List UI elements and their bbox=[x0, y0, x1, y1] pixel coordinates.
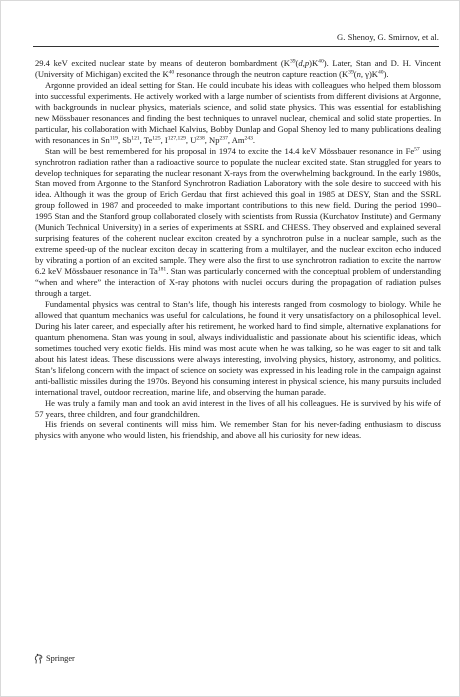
paragraph-2: Argonne provided an ideal setting for Stan. He could incubate his ideas with colleagues who helped them blossom into successful experiments. He actively worked with a large number of scientists from different divisions at Argonne, with backgrounds in nuclear physics, materials science, and solid state physics. This was essential for establishing new Mössbauer resonances and finding the best techniques to unravel nuclear, chemical and solid state properties. In particular, his collaboration with Michael Kalvius, Bobby Dunlap and Gopal Shenoy led to many publications dealing with resonances in Sn$^{119}$, Sb$^{121}$, Te$^{125}$, I$^{127,129}$, $U^{238}$, Np$^{237}$, Am$^{243}$. bbox=[35, 79, 441, 145]
article-body bbox=[35, 58, 441, 441]
springer-horse-icon bbox=[34, 653, 43, 664]
paragraph-3: Stan will be best remembered for his proposal in 1974 to excite the 14.4 keV Mössbauer resonance in Fe$^{57}$ using synchrotron radiation rather than a radioactive source to populate the nuclear excited state. Stan struggled for years to develop techniques for separating the nuclear resonant X-rays from the overwhelming background. In the early 1980s, Stan moved from Argonne to the Stanford Synchrotron Radiation Laboratory with the sole desire to succeed with his idea. Although it was the group of Erich Gerdau that first achieved this goal in 1985 at DESY, Stan and the SSRL group followed in 1987 and proceeded to make important contributions to this new field. During the period 1990–1995 Stan and the Stanford group collaborated closely with scientists from Russia (Kurchatov Institute) and Germany (Munich Technical University) in a series of experiments at SSRL and CHESS. They observed and explained several surprising features of the coherent nuclear exciton created by a synchrotron pulse in a nuclear sample, such as the extreme speed-up of the nuclear exciton decay in scattering from a multilayer, and the nuclear exciton echo induced by vibrating a portion of an excited sample. They were also the first to use synchrotron radiation to excite the narrow 6.2 keV Mössbauer resonance in Ta$^{181}$. Stan was particularly concerned with the conceptual problem of understanding “when and where” the interaction of X-ray photons with nuclei occurs during the propagation of radiation pulses through a target. bbox=[35, 145, 441, 299]
publisher-name: Springer bbox=[46, 653, 75, 663]
page-header bbox=[33, 29, 439, 47]
paragraph-4: Fundamental physics was central to Stan’s life, though his interests ranged from cosmology to biology. While he allowed that quantum mechanics was useful for calculations, he found it very unsatisfactory on a philosophical level. During his later career, and especially after his retirement, he worked hard to find simple, alternative explanations for quantum phenomena. Stan was young in soul, always individualistic and passionate about his scientific ideas, which sometimes touched very exotic fields. His mind was most acute when he was talking, so he was eager to sit and talk about his latest ideas. These discussions were always interesting, involving physics, history, astronomy, and politics. Stan’s lifelong concern with the impact of science on society was expressed in his leading role in the campaign against anti-ballistic missiles during the 1970s. Beyond his consuming interest in physical science, his many pursuits included international travel, outdoor recreation, marine life, and observing the human parade. bbox=[35, 298, 441, 397]
header-rule bbox=[33, 46, 439, 47]
paragraph-1: 29.4 keV excited nuclear state by means of deuteron bombardment $(K^{39}(d,p)K^{40})$. Later, Stan and D. H. Vincent (University of Michigan) excited the $K^{40}$ resonance through the neutron capture reaction ($K^{39}(n$, $\gamma)K^{40}$). bbox=[35, 58, 441, 79]
page-footer bbox=[34, 652, 75, 664]
running-head: G. Shenoy, G. Smirnov, et al. bbox=[336, 32, 439, 42]
paragraph-5: He was truly a family man and took an avid interest in the lives of all his colleagues. He is survived by his wife of 57 years, three children, and four grandchildren. bbox=[35, 397, 441, 419]
paragraph-6: His friends on several continents will miss him. We remember Stan for his never-fading enthusiasm to discuss physics with anyone who would listen, his friendship, and above all his curiosity for new ideas. bbox=[35, 419, 441, 441]
